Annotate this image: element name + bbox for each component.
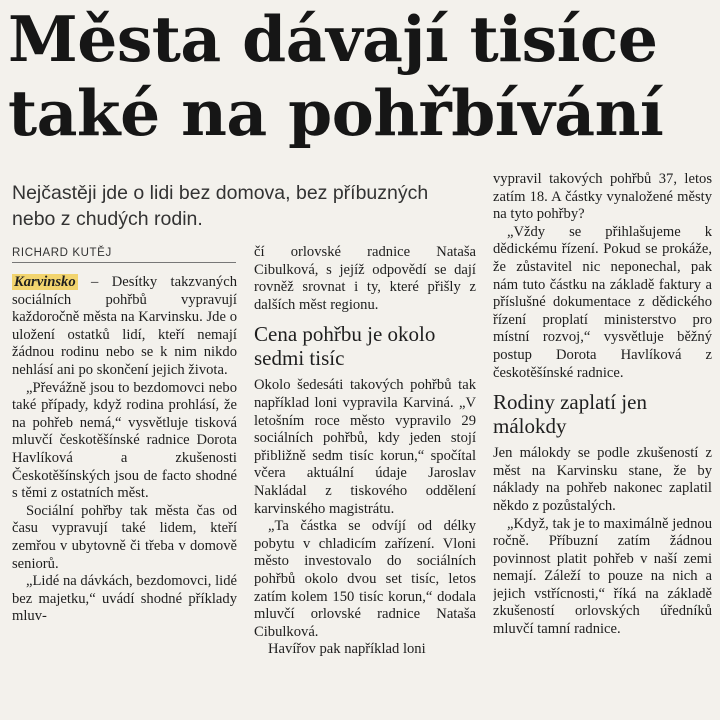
paragraph: „Lidé na dávkách, bezdomovci, lidé bez majetku,“ uvádí shodné příklady mluv- [12, 573, 237, 625]
paragraph: „Ta částka se odvíjí od délky pobytu v chladicím zařízení. Vloni město investovalo do sociálních pohřbů okolo dvou set tisíc, letos zatím kolem 150 tisíc korun,“ dodala mluvčí orlovské radnice Nataša Cibulková. [254, 518, 476, 640]
paragraph: čí orlovské radnice Nataša Cibulková, s jejíž odpovědí se dají rovněž srovnat i ty, které přišly z dalších měst regionu. [254, 244, 476, 313]
headline-line-2: také na pohřbívání [8, 76, 664, 150]
dateline: Karvinsko [14, 274, 76, 290]
byline: RICHARD KUTĚJ [12, 247, 236, 263]
paragraph: Jen málokdy se podle zkušeností z měst na Karvinsku stane, že by náklady na pohřeb nakonec zaplatil někdo z pozůstalých. [493, 445, 712, 514]
article-column-3 [493, 171, 712, 720]
subheading-families: Rodiny zaplatí jen málokdy [493, 390, 647, 439]
paragraph: Okolo šedesáti takových pohřbů tak například loni vypravila Karviná. „V letošním roce město vypravilo 29 sociálních pohřbů, kdy jeden stojí přibližně sedm tisíc korun,“ spočítal včera aktuální údaje Jaroslav Nakládal z tiskového oddělení karvinského magistrátu. [254, 377, 476, 517]
paragraph: „Když, tak je to maximálně jednou ročně. Příbuzní zatím žádnou povinnost platit pohřeb v naší zemi nemají. Záleží to pouze na nich a jejich vstřícnosti,“ říká na základě zkušeností orlovských úředníků mluvčí tamní radnice. [493, 515, 712, 638]
headline [8, 2, 712, 150]
subheading-price: Cena pohřbu je okolo sedmi tisíc [254, 322, 436, 371]
article-column-2 [254, 244, 476, 720]
paragraph: Havířov pak například loni [268, 641, 426, 658]
lead-text: – Desítky takzvaných sociálních pohřbů vypravují každoročně města na Karvinsku. Jde o uložení ostatků lidí, kteří nemají žádnou rodinu nebo se k nim nikdo nehlásí ani po skončení jejich života. [12, 274, 237, 378]
lead-paragraph [12, 274, 237, 380]
paragraph: Sociální pohřby tak města čas od času vypravují také lidem, kteří zemřou v ubytovně či třeba v domově seniorů. [12, 502, 237, 572]
article-column-1 [12, 274, 237, 720]
paragraph: „Vždy se přihlašujeme k dědickému řízení. Pokud se prokáže, že zůstavitel nic neponechal, pak nám tuto částku na základě faktury a příslušné dokumentace z dědického řízení proplatí ministerstvo pro místní rozvoj,“ vysvětluje běžný postup Dorota Havlíková z českotěšínské radnice. [493, 223, 712, 381]
subheadline: Nejčastěji jde o lidi bez domova, bez příbuzných nebo z chudých rodin. [12, 182, 429, 230]
headline-line-1: Města dávají tisíce [8, 2, 658, 76]
paragraph: vypravil takových pohřbů 37, letos zatím 18. A částky vynaložené městy na tyto pohřby? [493, 171, 712, 223]
paragraph: „Převážně jsou to bezdomovci nebo také případy, když rodina prohlásí, že na pohřeb nemá,“ vysvětluje tisková mluvčí českotěšínské radnice Dorota Havlíková a zkušenosti Českotěšínských jsou de facto shodné s těmi z ostatních měst. [12, 379, 237, 502]
